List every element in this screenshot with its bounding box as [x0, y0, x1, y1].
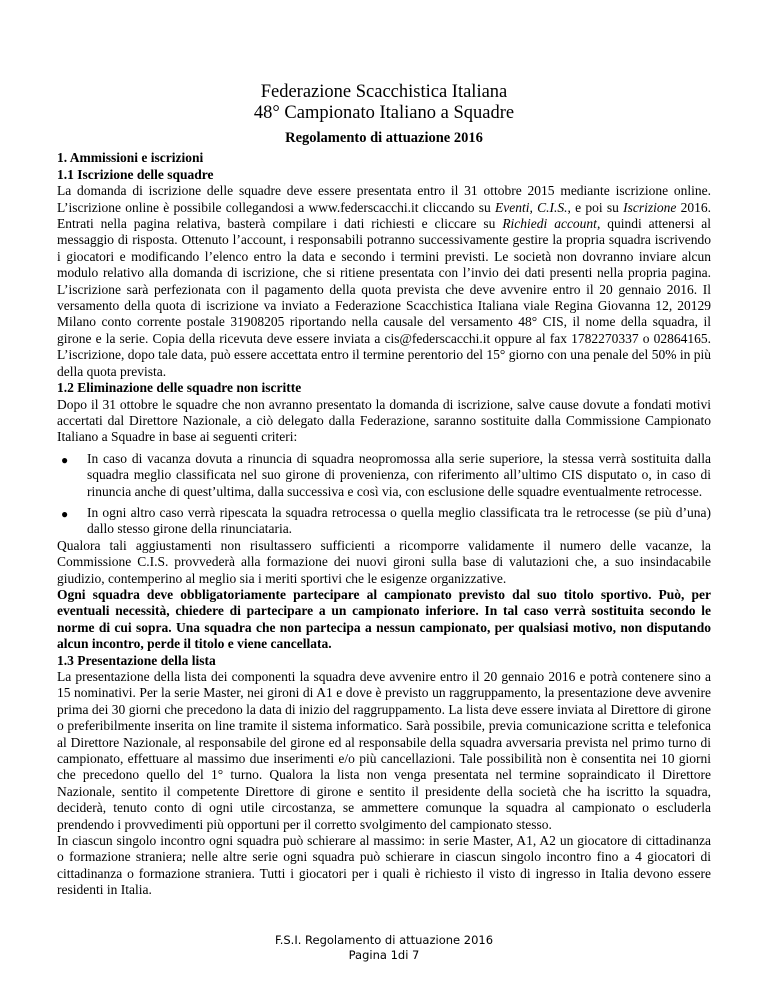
bullet-dot-icon: ● — [61, 452, 69, 467]
italic-run: Eventi, C.I.S. — [495, 199, 568, 215]
section-heading-1-1: 1.1 Iscrizione delle squadre — [57, 166, 214, 182]
text-run: , e poi su — [567, 199, 624, 215]
section-heading-1: 1. Ammissioni e iscrizioni — [57, 150, 204, 166]
paragraph-eliminazione-after: Qualora tali aggiustamenti non risultassero sufficienti a ricomporre validamente il numero delle vacanze, la Commissione C.I.S. provvederà alla formazione dei nuovi gironi sulla base di valutazioni che, a suo insindacabile giudizio, contemperino al meglio sia i meriti sportivi che le esigenze organizzative. — [57, 537, 711, 586]
paragraph-obbligo-bold: Ogni squadra deve obbligatoriamente partecipare al campionato previsto dal suo titolo sportivo. Può, per eventuali necessità, chiedere di partecipare a un campionato inferiore. In tal caso verrà sostituita secondo le norme di cui sopra. Una squadra che non partecipa a nessun campionato, per qualsiasi motivo, non disputando alcun incontro, perde il titolo e viene cancellata. — [57, 586, 711, 652]
bullet-text: In ogni altro caso verrà ripescata la squadra retrocessa o quella meglio classificata tra le retrocesse (se più d’una) dallo stesso girone della rinunciataria. — [87, 504, 711, 537]
paragraph-lista: La presentazione della lista dei componenti la squadra deve avvenire entro il 20 gennaio 2016 e potrà contenere sino a 15 nominativi. Per la serie Master, nei gironi di A1 e dove è previsto un raggruppamento, la presentazione deve avvenire prima dei 30 giorni che precedono la data di inizio del raggruppamento. La lista deve essere inviata al Direttore di girone o preferibilmente inserita on line tramite il sistema informatico. Sarà possibile, previa comunicazione scritta e telefonica al Direttore Nazionale, al responsabile del girone ed al responsabile della squadra avversaria prevista nel primo turno di campionato, effettuare al massimo due inserimenti e/o più cancellazioni. Tale possibilità non è consentita nei 10 giorni che precedono quello del 1° turno. Qualora la lista non venga presentata nel termine sopraindicato il Direttore Nazionale, sentito il competente Direttore di girone e sentito il presidente della società che ha iscritto la squadra, deciderà, tenuto conto di ogni utile circostanza, se ammettere comunque la squadra al campionato o escluderla prendendo i provvedimenti più opportuni per il corretto svolgimento del campionato stesso. — [57, 669, 711, 832]
bullet-item — [57, 505, 711, 538]
text-run: 2016. Entrati nella pagina relativa, basterà compilare i dati richiesti e cliccare su — [57, 199, 712, 232]
footer-title: F.S.I. Regolamento di attuazione 2016 — [274, 933, 494, 947]
bullet-item — [57, 451, 711, 500]
section-heading-1-3: 1.3 Presentazione della lista — [57, 652, 216, 668]
paragraph-eliminazione-intro: Dopo il 31 ottobre le squadre che non avranno presentato la domanda di iscrizione, salve cause dovute a fondati motivi accertati dal Direttore Nazionale, a ciò delegato dalla Federazione, saranno sostituite dalla Commissione Campionato Italiano a Squadre in base ai seguenti criteri: — [57, 396, 711, 445]
paragraph-iscrizione — [57, 183, 711, 380]
page-footer — [0, 933, 768, 963]
italic-run: Richiedi account — [502, 216, 597, 232]
footer-page-number: Pagina 1di 7 — [348, 948, 420, 962]
page-content — [57, 82, 711, 899]
bullet-dot-icon: ● — [61, 506, 69, 521]
regulation-subtitle: Regolamento di attuazione 2016 — [285, 130, 483, 146]
championship-title: 48° Campionato Italiano a Squadre — [253, 103, 515, 123]
bullet-text: In caso di vacanza dovuta a rinuncia di squadra neopromossa alla serie superiore, la stessa verrà sostituita dalla squadra meglio classificata nel suo girone di provenienza, con riferimento all’ultimo CIS disputato o, in caso di rinuncia anche di quest’ultima, dalla successiva e così via, con esclusione delle squadre eventualmente retrocesse. — [87, 450, 711, 499]
italic-run: Iscrizione — [623, 199, 677, 215]
paragraph-stranieri: In ciascun singolo incontro ogni squadra può schierare al massimo: in serie Master, A1, A2 un giocatore di cittadinanza o formazione straniera; nelle altre serie ogni squadra può schierare in ciascun singolo incontro fino a 4 giocatori di cittadinanza o formazione straniera. Tutti i giocatori per i quali è richiesto il visto di ingresso in Italia devono essere residenti in Italia. — [57, 833, 711, 898]
federation-title: Federazione Scacchistica Italiana — [260, 82, 508, 102]
text-run: , quindi attenersi al messaggio di risposta. Ottenuto l’account, i responsabili potranno successivamente gestire la propria squadra iscrivendo i giocatori e modificando l’elenco entro la data e secondo i termini previsti. Le società non dovranno inviare alcun modulo relativo alla domanda di iscrizione, che si ritiene presentata con l’invio dei dati presenti nella propria pagina. L’iscrizione sarà perfezionata con il pagamento della quota prevista che deve avvenire entro il 20 gennaio 2016. Il versamento della quota di iscrizione va inviato a Federazione Scacchistica Italiana viale Regina Giovanna 12, 20129 Milano conto corrente postale 31908205 riportando nella causale del versamento 48° CIS, il nome della squadra, il girone e la serie. Copia della ricevuta deve essere inviata a cis@federscacchi.it oppure al fax 1782270337 o 02864165. L’iscrizione, dopo tale data, può essere accettata entro il termine perentorio del 15° giorno con una penale del 50% in più della quota prevista. — [57, 216, 711, 379]
section-heading-1-2: 1.2 Eliminazione delle squadre non iscritte — [57, 380, 302, 396]
text-run: La domanda di iscrizione delle squadre deve essere presentata entro il 31 ottobre 2015 mediante iscrizione online. L’iscrizione online è possibile collegandosi a www.federscacchi.it cliccando su — [57, 183, 711, 215]
